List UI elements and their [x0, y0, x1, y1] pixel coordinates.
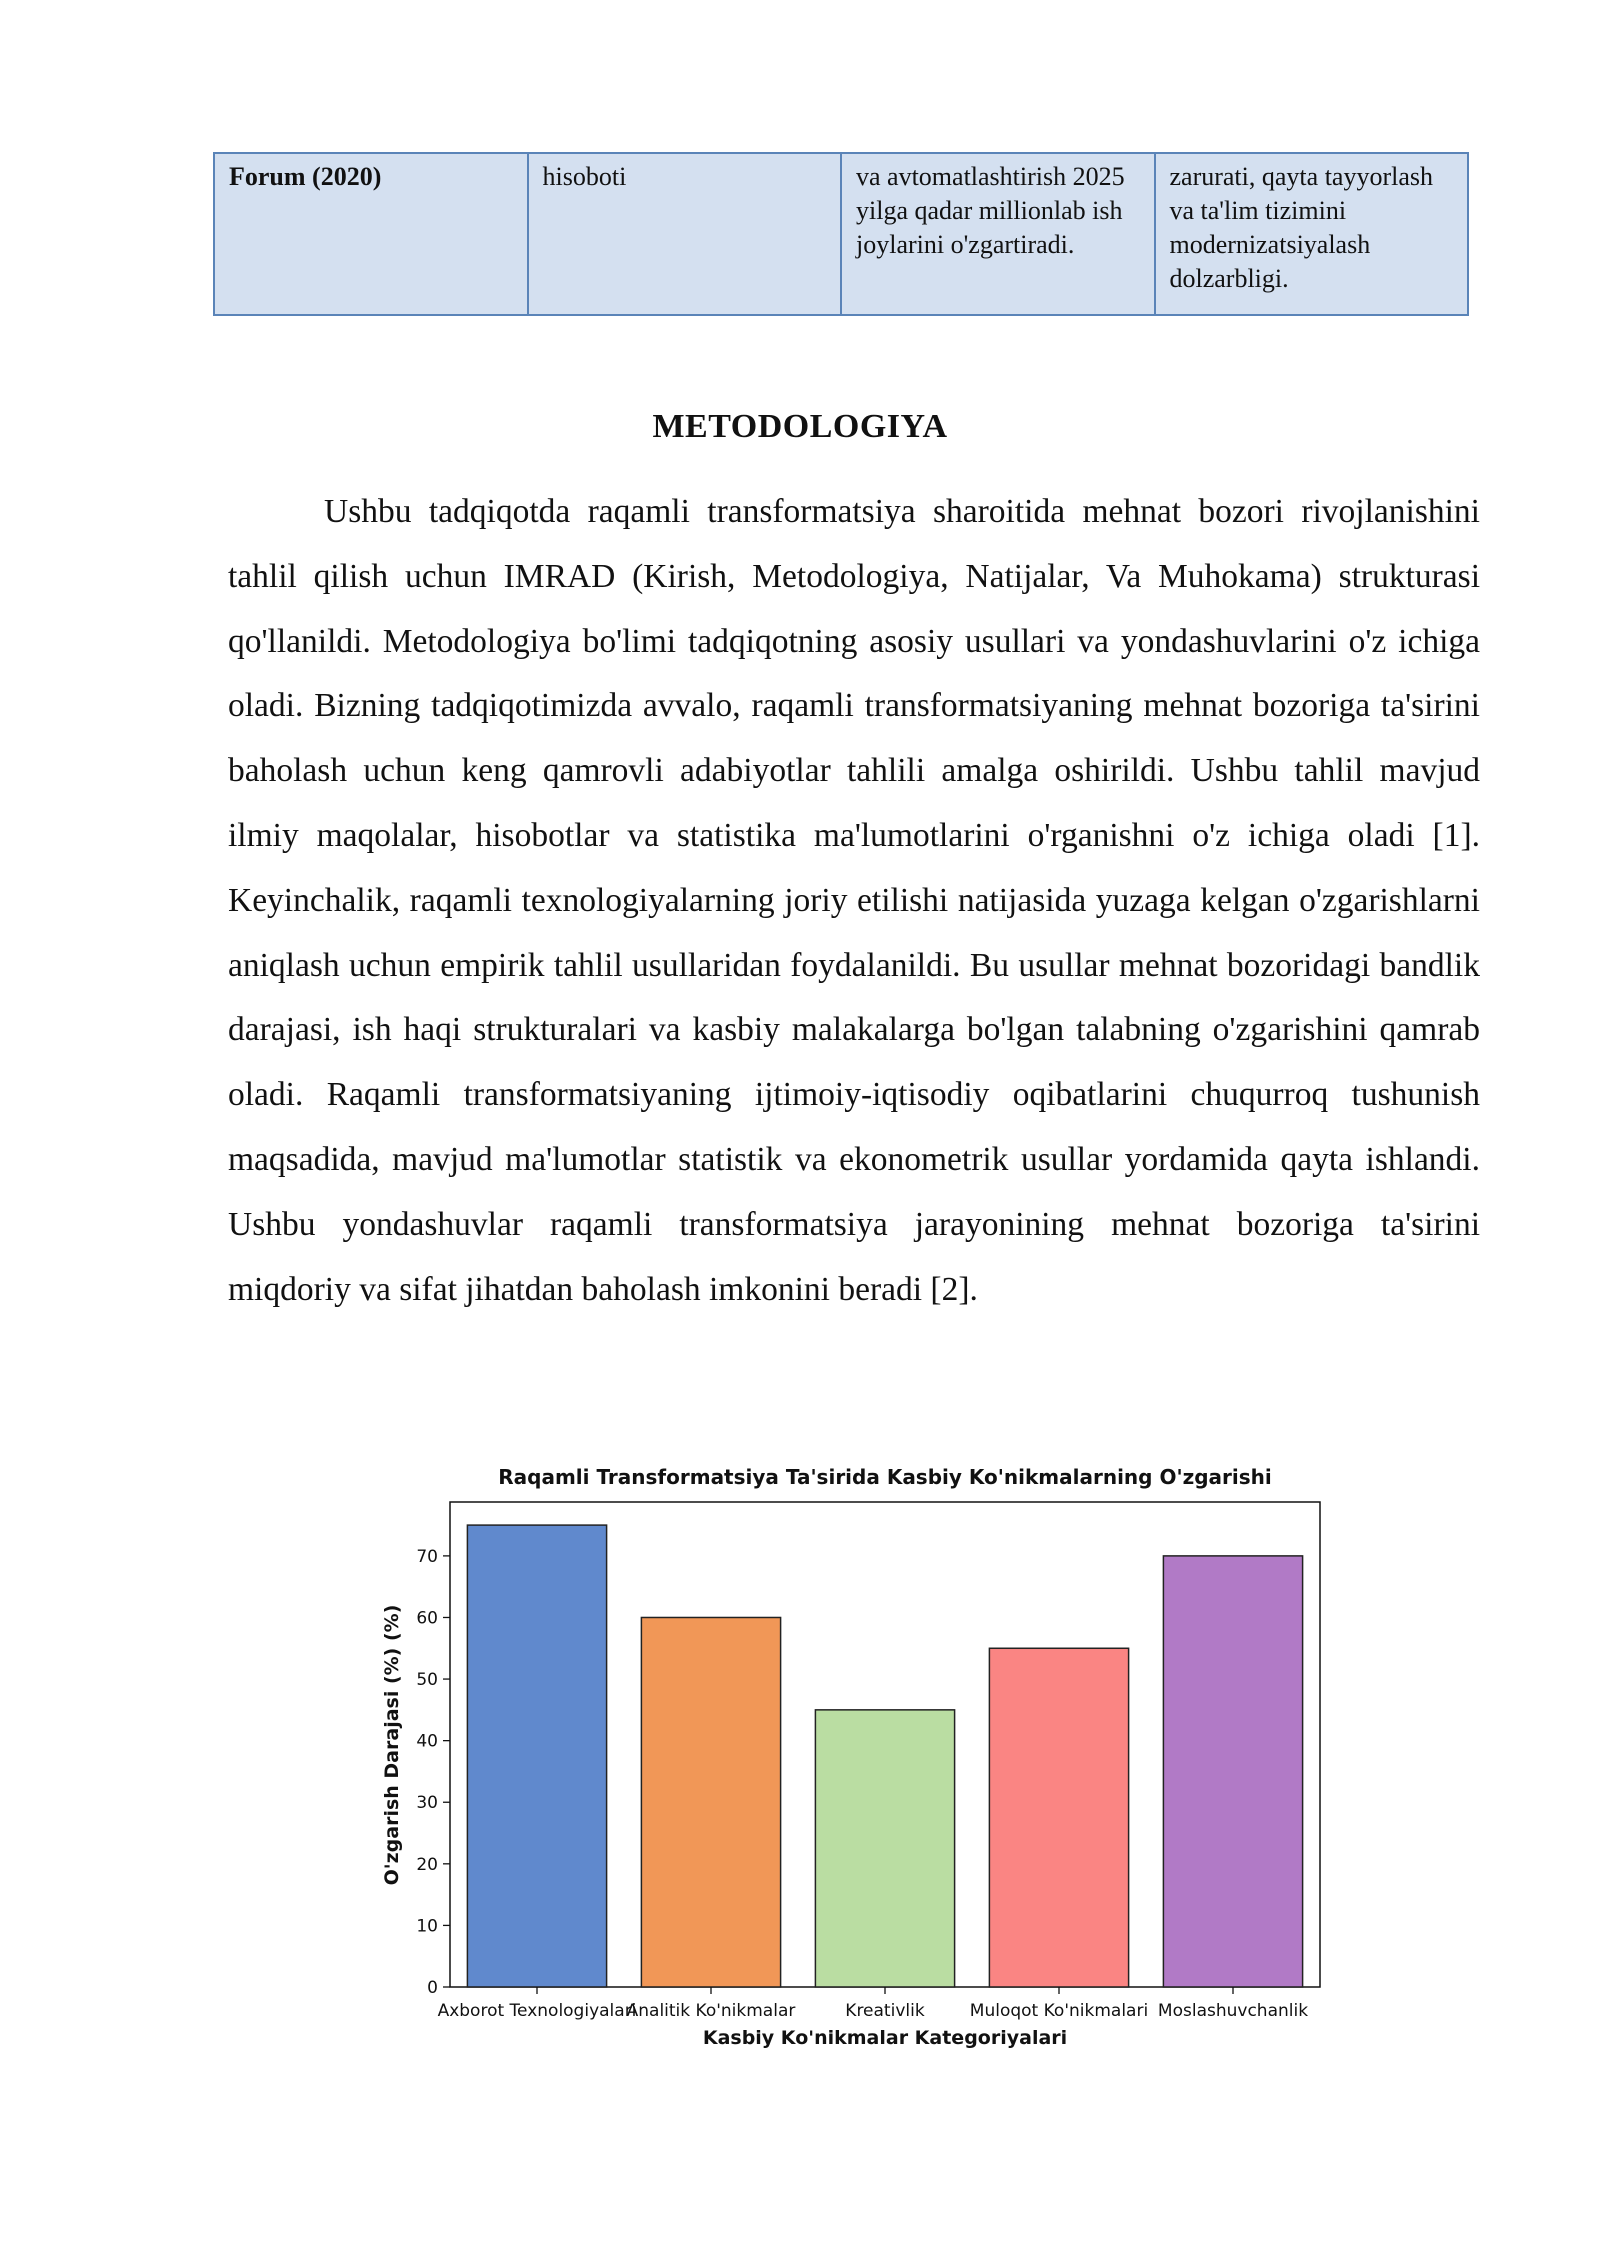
bar — [989, 1648, 1128, 1987]
x-axis-label: Kasbiy Ko'nikmalar Kategoriyalari — [702, 2027, 1068, 2049]
y-axis-label: O'zgarish Darajasi (%) (%) — [381, 1604, 403, 1886]
body-paragraph: Ushbu tadqiqotda raqamli transformatsiya sharoitida mehnat bozori rivojlanishini tahlil qilish uchun IMRAD (Kirish, Metodologiya, Natijalar, Va Muhokama) strukturasi qo'llanildi. Metodologiya bo'limi tadqiqotning asosiy usullari va yondashuvlarini o'z ichiga oladi. Bizning tadqiqotimizda avvalo, raqamli transformatsiyaning mehnat bozoriga ta'sirini baholash uchun keng qamrovli adabiyotlar tahlili amalga oshirildi. Ushbu tahlil mavjud ilmiy maqolalar, hisobotlar va statistika ma'lumotlarini o'rganishni o'z ichiga oladi [1]. Keyinchalik, raqamli texnologiyalarning joriy etilishi natijasida yuzaga kelgan o'zgarishlarni aniqlash uchun empirik tahlil usullaridan foydalanildi. Bu usullar mehnat bozoridagi bandlik darajasi, ish haqi strukturalari va kasbiy malakalarga bo'lgan talabning o'zgarishini qamrab oladi. Raqamli transformatsiyaning ijtimoiy-iqtisodiy oqibatlarini chuqurroq tushunish maqsadida, mavjud ma'lumotlar statistik va ekonometrik usullar yordamida qayta ishlandi. Ushbu yondashuvlar raqamli transformatsiya jarayonining mehnat bozoriga ta'sirini miqdoriy va sifat jihatdan baholash imkonini beradi [2]. — [228, 493, 1480, 1308]
x-tick-label: Moslashuvchanlik — [1157, 2001, 1309, 2021]
table-fragment — [213, 152, 1469, 316]
x-tick-label: Kreativlik — [845, 2001, 925, 2021]
table-row — [214, 153, 1468, 315]
table-cell: hisoboti — [528, 153, 842, 315]
chart-title: Raqamli Transformatsiya Ta'sirida Kasbiy Ko'nikmalarning O'zgarishi — [498, 1465, 1272, 1489]
x-axis — [438, 1987, 1309, 2021]
bar — [1163, 1556, 1302, 1987]
y-tick-label: 20 — [416, 1854, 438, 1875]
x-tick-label: Axborot Texnologiyalari — [437, 2001, 637, 2021]
x-tick-label: Muloqot Ko'nikmalari — [969, 2001, 1149, 2021]
section-heading: METODOLOGIYA — [652, 408, 948, 445]
y-tick-label: 60 — [416, 1608, 438, 1629]
y-axis — [416, 1547, 450, 1998]
y-tick-label: 70 — [416, 1546, 438, 1567]
y-tick-label: 0 — [427, 1978, 438, 1998]
table-cell: va avtomatlashtirish 2025 yilga qadar millionlab ish joylarini o'zgartiradi. — [841, 153, 1155, 315]
x-tick-label: Analitik Ko'nikmalar — [626, 2001, 796, 2021]
bar — [641, 1617, 780, 1987]
y-tick-label: 40 — [416, 1731, 438, 1752]
bars — [467, 1525, 1302, 1987]
bar — [467, 1525, 606, 1987]
bar-chart — [350, 1455, 1350, 2075]
bar — [815, 1710, 954, 1987]
y-tick-label: 10 — [416, 1916, 438, 1937]
y-tick-label: 30 — [416, 1793, 438, 1814]
table-cell: Forum (2020) — [214, 153, 528, 315]
y-tick-label: 50 — [416, 1670, 438, 1691]
table-cell: zarurati, qayta tayyorlash va ta'lim tizimini modernizatsiyalash dolzarbligi. — [1155, 153, 1469, 315]
